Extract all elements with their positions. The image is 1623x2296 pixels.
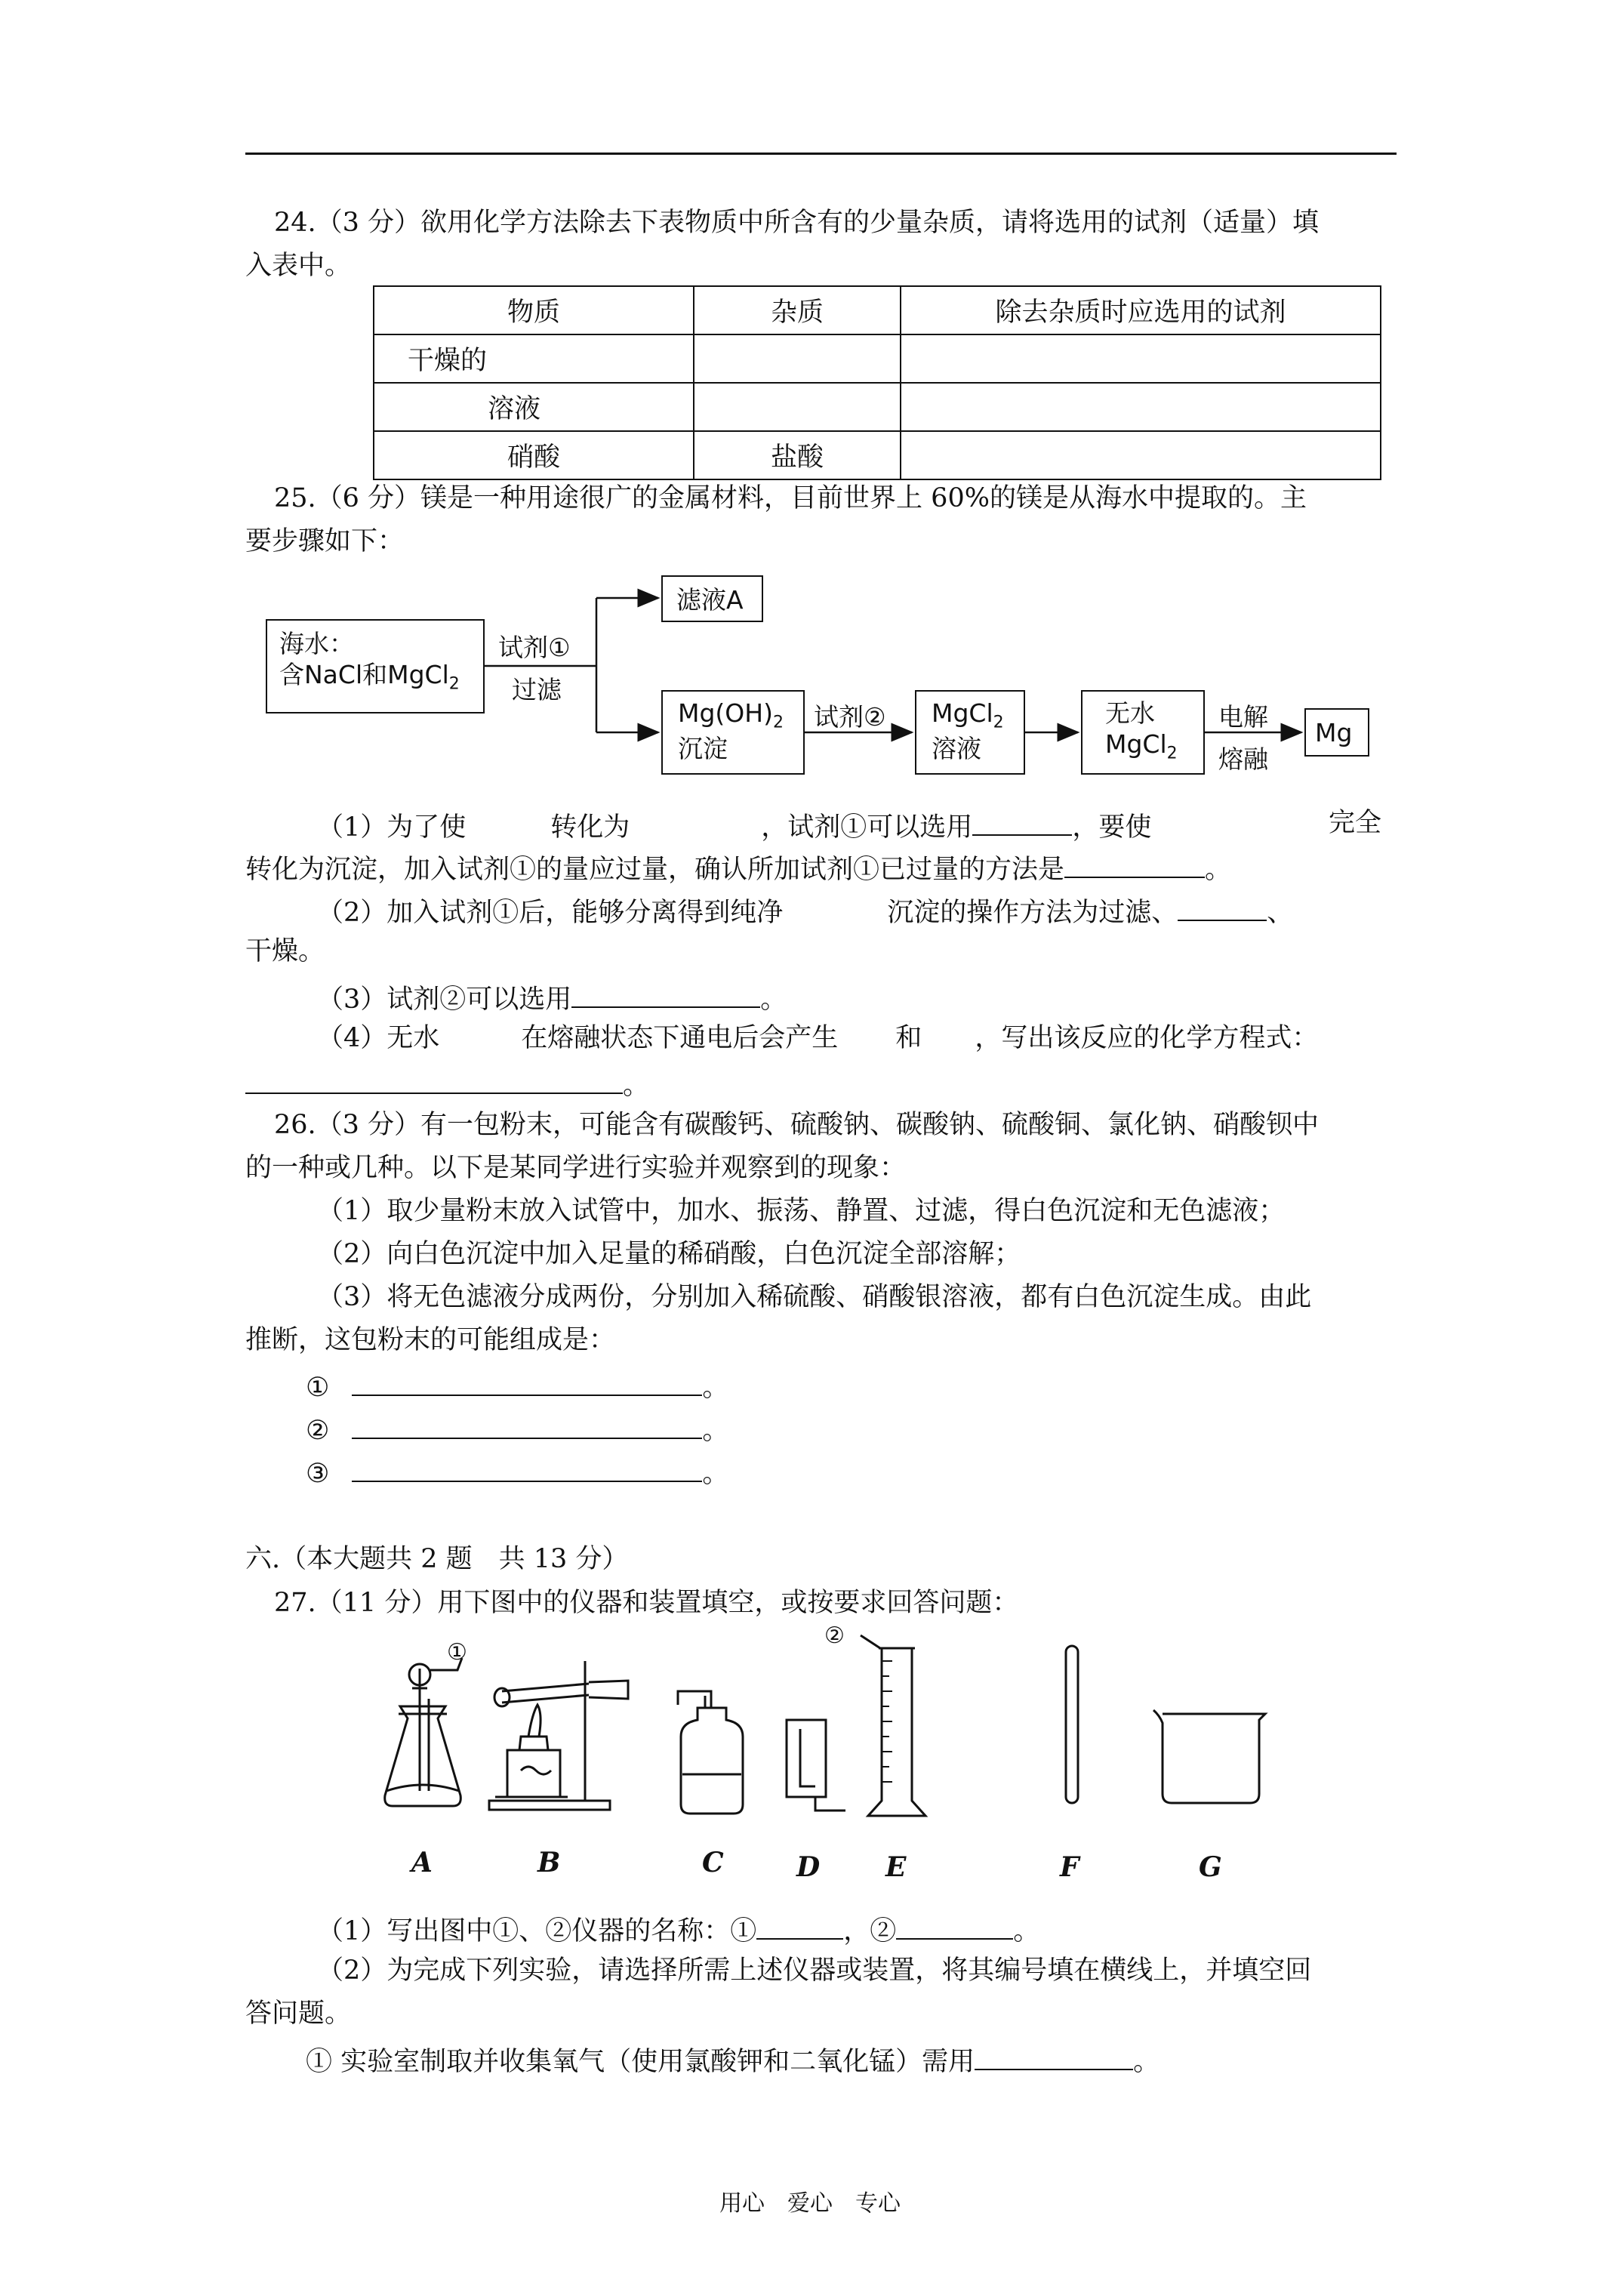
table-cell: 盐酸 xyxy=(694,431,901,479)
table-header-cell: 物质 xyxy=(374,286,694,334)
option-end: 。 xyxy=(702,1416,729,1446)
seawater-label: 海水： xyxy=(279,629,354,658)
table-header-cell: 杂质 xyxy=(694,286,901,334)
callout-2: ② xyxy=(824,1623,845,1649)
mgoh-formula: Mg(OH) xyxy=(678,698,773,728)
anhydrous-label: 无水 xyxy=(1105,698,1155,728)
answer-blank[interactable] xyxy=(896,1912,1013,1940)
option-end: 。 xyxy=(702,1373,729,1403)
subscript: 2 xyxy=(448,674,460,694)
q27-line1: 27.（11 分）用下图中的仪器和装置填空，或按要求回答问题： xyxy=(274,1588,1019,1618)
q25-p2d: 干燥。 xyxy=(245,936,325,966)
reagent2-label: 试剂② xyxy=(814,702,886,732)
mgcl2-solution-label: 溶液 xyxy=(932,734,981,764)
option-marker: ② xyxy=(306,1416,330,1446)
q24-line2: 入表中。 xyxy=(245,251,352,281)
subscript: 2 xyxy=(1166,744,1178,763)
q25-p4b: 在熔融状态下通电后会产生 xyxy=(521,1023,839,1053)
q25-p2b: 沉淀的操作方法为过滤、 xyxy=(887,898,1178,928)
apparatus-label-e: E xyxy=(885,1851,907,1883)
q25-p1c: ，试剂①可以选用 xyxy=(761,812,973,843)
q27-p1c: 。 xyxy=(1013,1916,1040,1946)
mgcl2-formula: MgCl xyxy=(932,698,993,728)
q25-p1e: 完全 xyxy=(1329,808,1382,838)
filtrate-label: 滤液A xyxy=(676,585,744,615)
table-cell: 硝酸 xyxy=(374,431,694,479)
q25-p3b: 。 xyxy=(760,985,787,1015)
molten-label: 熔融 xyxy=(1218,744,1268,774)
reagent1-label: 试剂① xyxy=(498,633,571,662)
page-footer: 用心 爱心 专心 xyxy=(719,2190,901,2217)
apparatus-b-stand xyxy=(489,1661,628,1810)
q27-p3 xyxy=(306,2042,1160,2077)
apparatus-d-tube xyxy=(787,1720,845,1811)
electrolysis-label: 电解 xyxy=(1218,702,1268,732)
q25-p2c: 、 xyxy=(1267,898,1294,928)
mg-label: Mg xyxy=(1315,718,1353,747)
anhydrous-formula: MgCl xyxy=(1105,729,1167,760)
apparatus-e-cylinder xyxy=(861,1635,925,1816)
q26-line2: 的一种或几种。以下是某同学进行实验并观察到的现象： xyxy=(245,1153,907,1183)
q26-step3b: 推断，这包粉末的可能组成是： xyxy=(245,1325,616,1355)
q27-p3a: ① 实验室制取并收集氧气（使用氯酸钾和二氧化锰）需用 xyxy=(306,2047,975,2077)
answer-blank[interactable] xyxy=(975,2042,1133,2070)
q27-p1b: ，② xyxy=(843,1916,897,1946)
apparatus-label-f: F xyxy=(1060,1851,1079,1883)
q26-step1: （1）取少量粉末放入试管中，加水、振荡、静置、过滤，得白色沉淀和无色滤液； xyxy=(317,1196,1286,1226)
q27-p2a: （2）为完成下列实验，请选择所需上述仪器或装置，将其编号填在横线上，并填空回 xyxy=(317,1955,1312,1986)
q25-line2: 要步骤如下： xyxy=(245,526,405,556)
q27-p2b: 答问题。 xyxy=(245,1999,352,2029)
q27-p1a: （1）写出图中①、②仪器的名称：① xyxy=(317,1916,757,1946)
q25-p1g: 。 xyxy=(1205,855,1232,885)
q25-p4e: 。 xyxy=(623,1071,650,1101)
option-marker: ① xyxy=(306,1373,330,1403)
seawater-content: 含NaCl和MgCl xyxy=(279,660,449,690)
q25-p4a: （4）无水 xyxy=(317,1023,440,1053)
q26-line1: 26.（3 分）有一包粉末，可能含有碳酸钙、硫酸钠、碳酸钠、硫酸铜、氯化钠、硝酸钡中 xyxy=(274,1110,1320,1140)
q26-step3a: （3）将无色滤液分成两份，分别加入稀硫酸、硝酸银溶液，都有白色沉淀生成。由此 xyxy=(317,1282,1312,1312)
subscript: 2 xyxy=(993,713,1004,732)
q25-p2a: （2）加入试剂①后，能够分离得到纯净 xyxy=(317,898,784,928)
subscript: 2 xyxy=(772,713,784,732)
option-end: 。 xyxy=(702,1459,729,1489)
answer-blank[interactable] xyxy=(756,1912,843,1940)
apparatus-f-rod xyxy=(1066,1646,1078,1803)
q27-p1 xyxy=(317,1912,1039,1946)
mgoh-label: 沉淀 xyxy=(678,734,728,764)
q25-p1a: （1）为了使 xyxy=(317,812,467,843)
q27-p3b: 。 xyxy=(1133,2047,1160,2077)
apparatus-label-d: D xyxy=(796,1851,821,1883)
q25-line1: 25.（6 分）镁是一种用途很广的金属材料，目前世界上 60%的镁是从海水中提取的。主 xyxy=(274,483,1307,513)
apparatus-a-flask xyxy=(385,1658,462,1806)
apparatus-label-b: B xyxy=(537,1847,561,1878)
apparatus-c-bottle xyxy=(678,1691,743,1814)
q25-p4d: ，写出该反应的化学方程式： xyxy=(975,1023,1319,1053)
q25-p1f: 转化为沉淀，加入试剂①的量应过量，确认所加试剂①已过量的方法是 xyxy=(245,855,1065,885)
q25-p1d: ，要使 xyxy=(1072,812,1152,843)
table-header-cell: 除去杂质时应选用的试剂 xyxy=(901,286,1381,334)
filter-label: 过滤 xyxy=(512,675,562,704)
q25-p3a: （3）试剂②可以选用 xyxy=(317,985,572,1015)
q25-p4c: 和 xyxy=(895,1023,922,1053)
callout-1: ① xyxy=(447,1639,467,1666)
q24-line1: 24.（3 分）欲用化学方法除去下表物质中所含有的少量杂质，请将选用的试剂（适量）填 xyxy=(274,208,1320,238)
table-cell: 干燥的 xyxy=(374,334,694,383)
section-heading: 六.（本大题共 2 题 共 13 分） xyxy=(245,1544,629,1574)
apparatus-g-beaker xyxy=(1153,1710,1265,1803)
q26-step2: （2）向白色沉淀中加入足量的稀硝酸，白色沉淀全部溶解； xyxy=(317,1239,1021,1269)
table-cell: 溶液 xyxy=(374,383,694,431)
q25-p1b: 转化为 xyxy=(550,812,630,843)
apparatus-label-g: G xyxy=(1199,1851,1222,1883)
option-marker: ③ xyxy=(306,1459,330,1489)
apparatus-label-c: C xyxy=(702,1847,724,1878)
apparatus-label-a: A xyxy=(411,1847,433,1878)
